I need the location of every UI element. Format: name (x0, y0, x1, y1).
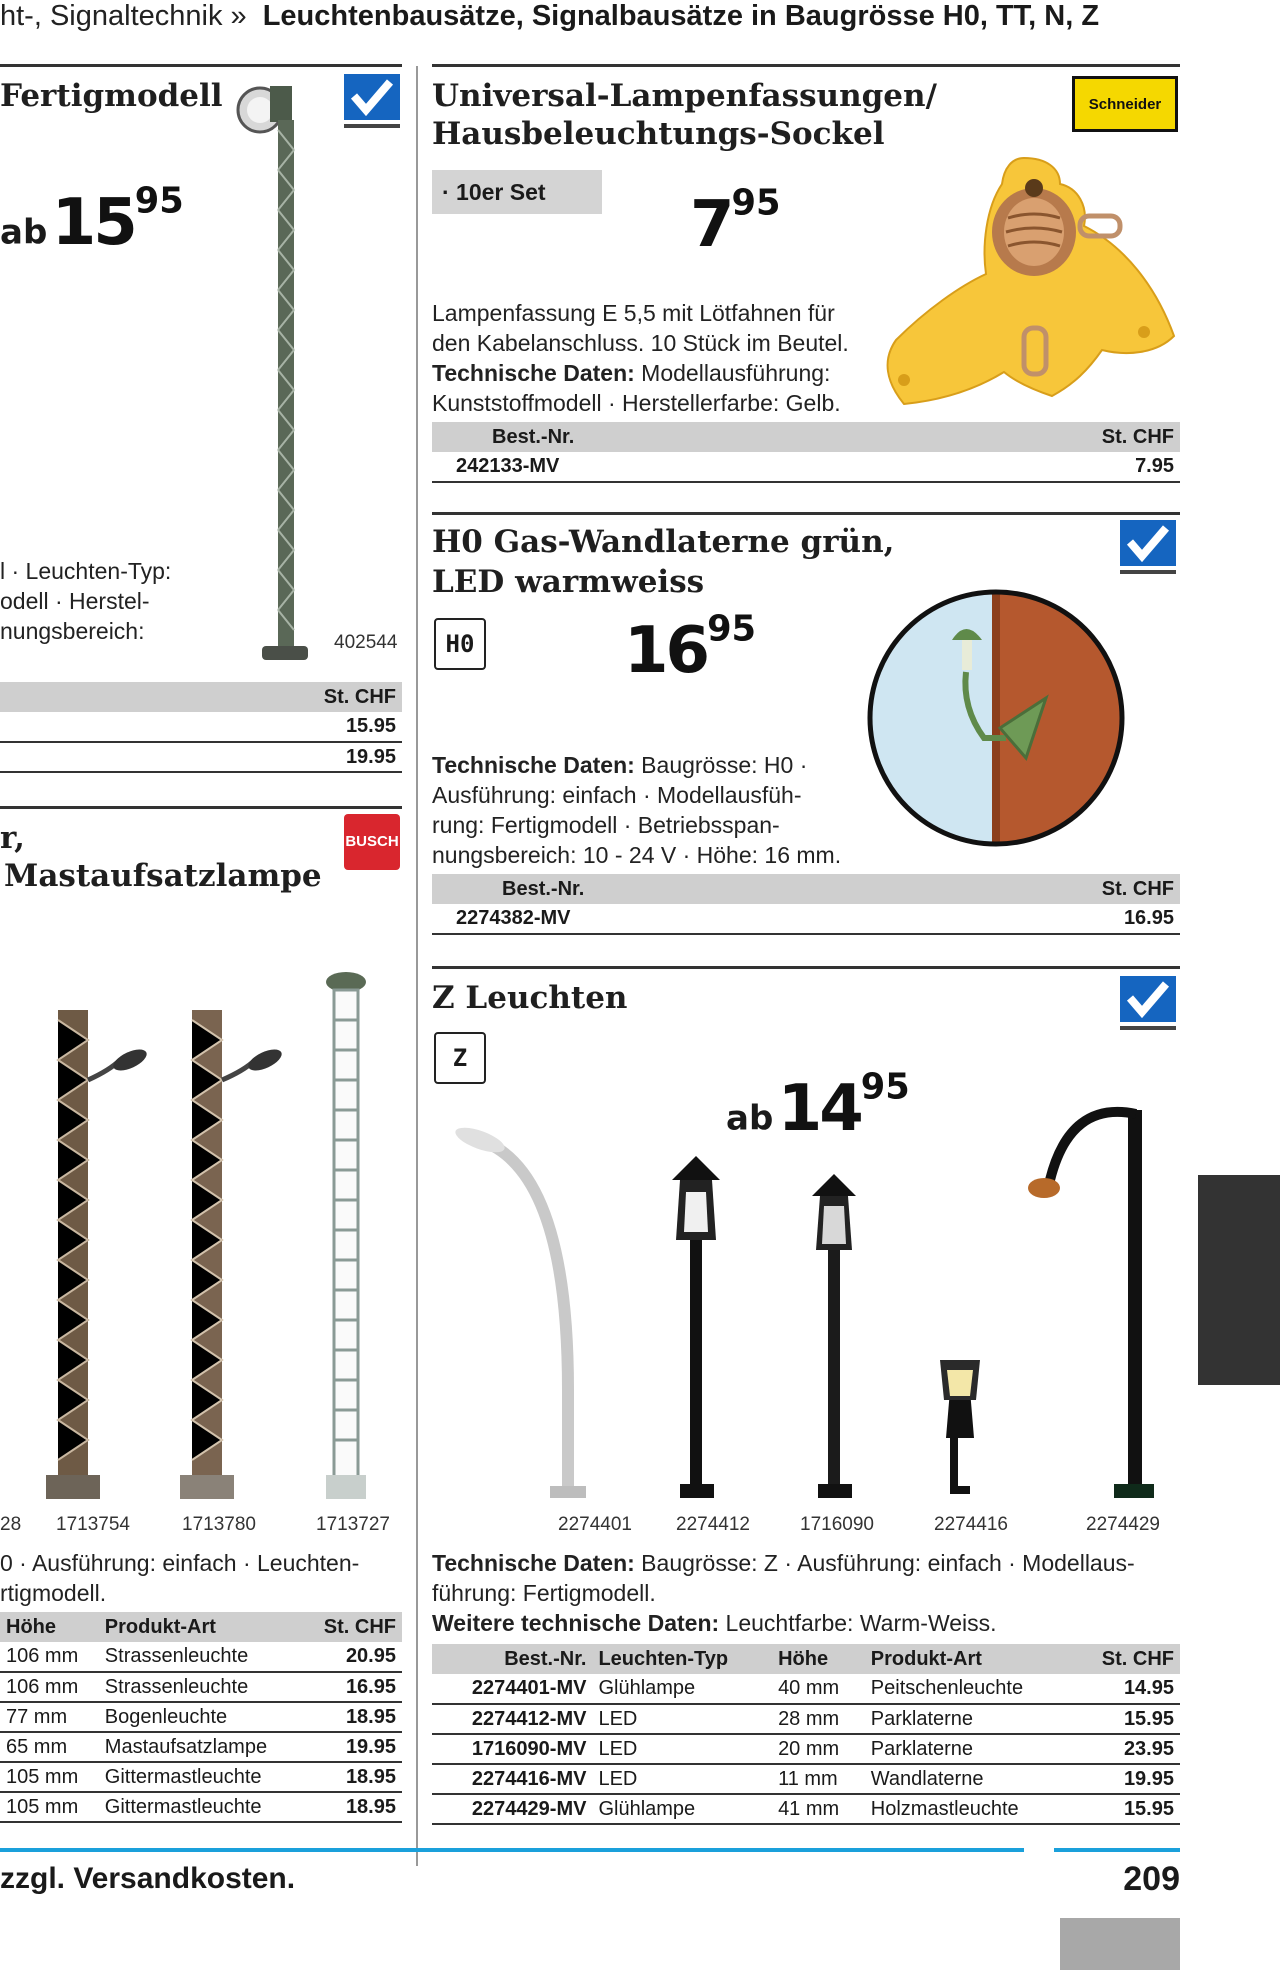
cell-height: 28 mm (772, 1704, 865, 1734)
cell-price: 14.95 (1073, 1674, 1180, 1704)
table-row[interactable] (0, 712, 402, 742)
page-header (0, 0, 1180, 36)
desc-text: Baugrösse: Z · Ausführung: einfach · Modellaus- (634, 1550, 1135, 1576)
desc-line: führung: Fertigmodell. (432, 1580, 656, 1606)
cell-price: 7.95 (909, 452, 1180, 482)
mast-lamps-image (40, 960, 380, 1505)
desc-text: Leuchtfarbe: Warm-Weiss. (719, 1610, 997, 1636)
table-row[interactable] (432, 1764, 1180, 1794)
cell-price: 15.95 (1073, 1794, 1180, 1824)
cell-type: Holzmastleuchte (865, 1794, 1073, 1824)
table-header-blank (0, 682, 50, 712)
page-title: Leuchtenbausätze, Signalbausätze in Baugrösse H0, TT, N, Z (262, 0, 1100, 32)
scale-badge: Z (434, 1032, 486, 1084)
table-header: Best.-Nr. (432, 874, 920, 904)
prod1-table (432, 422, 1180, 483)
cell-price: 18.95 (303, 1762, 402, 1792)
tag-label: · 10er Set (442, 179, 546, 205)
desc-line (432, 1608, 1192, 1638)
table-header: St. CHF (1073, 1644, 1180, 1674)
price-main: 14 (777, 1071, 861, 1146)
desc-line (432, 358, 892, 388)
table-row[interactable] (432, 452, 1180, 482)
prod3-table (432, 1644, 1180, 1825)
desc-text: Modellausführung: (634, 360, 831, 386)
desc-line: rung: Fertigmodell · Betriebsspan- (432, 812, 780, 838)
desc-label: Technische Daten: (432, 360, 635, 386)
table-row[interactable] (432, 1734, 1180, 1764)
cell-price: 16.95 (920, 904, 1180, 934)
desc-label: Weitere technische Daten: (432, 1610, 720, 1636)
wall-lantern-image (866, 588, 1126, 848)
cell-price: 19.95 (1073, 1764, 1180, 1794)
prod2-title-2: LED warmweiss (432, 564, 705, 600)
cell-height: 20 mm (772, 1734, 865, 1764)
prod2-price (624, 608, 756, 688)
cell-price: 16.95 (303, 1672, 402, 1702)
table-header: St. CHF (920, 874, 1180, 904)
sku-label: 1713754 (56, 1514, 130, 1535)
cell-type: Wandlaterne (865, 1764, 1073, 1794)
cell-light-type: Glühlampe (592, 1794, 772, 1824)
cell-type: Peitschenleuchte (865, 1674, 1073, 1704)
left-bottom-desc (0, 1548, 410, 1608)
price-cents: 95 (731, 182, 781, 223)
footer-accent-line (0, 1848, 1024, 1852)
prod3-title: Z Leuchten (432, 980, 628, 1016)
cell-type: Bogenleuchte (99, 1702, 303, 1732)
cell-order-number: 2274401-MV (432, 1674, 592, 1704)
prod2-title-1: H0 Gas-Wandlaterne grün, (432, 524, 895, 560)
table-header: Leuchten-Typ (592, 1644, 772, 1674)
cell-order-number: 2274429-MV (432, 1794, 592, 1824)
table-header-price: St. CHF (50, 682, 402, 712)
cell-order-number: 2274412-MV (432, 1704, 592, 1734)
desc-text: Baugrösse: H0 · (634, 752, 808, 778)
cell-order-number: 242133-MV (432, 452, 909, 482)
cell-type: Parklaterne (865, 1734, 1073, 1764)
sku-label: 1713780 (182, 1514, 256, 1535)
cell-type: Parklaterne (865, 1704, 1073, 1734)
left-top-price (0, 180, 184, 260)
sku-label: 2274401 (558, 1514, 632, 1535)
price-cell: 19.95 (50, 742, 402, 772)
cell-height: 11 mm (772, 1764, 865, 1794)
section-rule (0, 64, 402, 67)
desc-label: Technische Daten: (432, 1550, 635, 1576)
cell-price: 15.95 (1073, 1704, 1180, 1734)
section-rule (0, 806, 402, 809)
cell-type: Strassenleuchte (99, 1642, 303, 1672)
price-cents: 95 (707, 608, 757, 649)
cell-type: Strassenleuchte (99, 1672, 303, 1702)
cell-price: 19.95 (303, 1732, 402, 1762)
cell-height: 105 mm (0, 1792, 99, 1822)
cell-type: Gittermastleuchte (99, 1792, 303, 1822)
table-row[interactable] (0, 1792, 402, 1822)
table-header: St. CHF (303, 1612, 402, 1642)
footer-gray-tab (1060, 1918, 1180, 1970)
cell-order-number: 2274382-MV (432, 904, 920, 934)
sku-label: 402544 (334, 632, 398, 653)
section-rule (432, 64, 1180, 67)
prod1-title-2: Hausbeleuchtungs-Sockel (432, 116, 885, 152)
prod1-title-1: Universal-Lampenfassungen/ (432, 78, 937, 114)
desc-line: 0 · Ausführung: einfach · Leuchten- (0, 1550, 360, 1576)
breadcrumb[interactable]: ht-, Signaltechnik » (0, 0, 247, 32)
price-main: 15 (51, 185, 135, 260)
sku-label: 1713727 (316, 1514, 390, 1535)
desc-label: Technische Daten: (432, 752, 635, 778)
sku-label: 1716090 (800, 1514, 874, 1535)
desc-line: Kunststoffmodell · Herstellerfarbe: Gelb. (432, 390, 841, 416)
cell-light-type: LED (592, 1704, 772, 1734)
table-header: Produkt-Art (865, 1644, 1073, 1674)
left-top-price-table (0, 682, 402, 773)
scale-badge: H0 (434, 618, 486, 670)
sku-label: 2274429 (1086, 1514, 1160, 1535)
lamp-socket-image (874, 150, 1180, 420)
table-row[interactable] (432, 1704, 1180, 1734)
lattice-lamp-image (236, 80, 316, 664)
price-prefix: ab (0, 212, 48, 253)
price-cell: 15.95 (50, 712, 402, 742)
desc-line: nungsbereich: 10 - 24 V · Höhe: 16 mm. (432, 842, 842, 868)
prod3-desc (432, 1548, 1192, 1638)
table-row[interactable] (0, 742, 402, 772)
sku-label: 2274412 (676, 1514, 750, 1535)
table-row[interactable] (432, 1674, 1180, 1704)
cell-light-type: LED (592, 1734, 772, 1764)
cell-height: 77 mm (0, 1702, 99, 1732)
busch-logo-text: BUSCH (345, 833, 399, 850)
price-cents: 95 (134, 180, 184, 221)
cell-height: 105 mm (0, 1762, 99, 1792)
table-header: Best.-Nr. (432, 1644, 592, 1674)
table-row[interactable] (0, 1672, 402, 1702)
section-rule (432, 512, 1180, 515)
viessmann-logo (1118, 976, 1178, 1036)
price-cents: 95 (860, 1066, 910, 1107)
prod2-table (432, 874, 1180, 935)
cell-height: 106 mm (0, 1672, 99, 1702)
cell-price: 18.95 (303, 1792, 402, 1822)
desc-line: rtigmodell. (0, 1580, 107, 1606)
sku-label: 2274416 (934, 1514, 1008, 1535)
table-row[interactable] (0, 1762, 402, 1792)
cell-height: 65 mm (0, 1732, 99, 1762)
footer-shipping-note: zzgl. Versandkosten. (0, 1862, 296, 1895)
column-divider (416, 66, 418, 1866)
desc-line: den Kabelanschluss. 10 Stück im Beutel. (432, 330, 849, 356)
cell-price: 20.95 (303, 1642, 402, 1672)
schneider-logo-text: Schneider (1088, 95, 1162, 113)
viessmann-logo (342, 74, 402, 134)
cell-light-type: LED (592, 1764, 772, 1794)
left-bottom-table (0, 1612, 402, 1823)
schneider-logo (1072, 76, 1178, 132)
section-rule (432, 966, 1180, 969)
footer-accent-line-right (1054, 1848, 1180, 1852)
cell-price: 23.95 (1073, 1734, 1180, 1764)
table-header: Produkt-Art (99, 1612, 303, 1642)
table-header: Höhe (0, 1612, 99, 1642)
cell-type: Mastaufsatzlampe (99, 1732, 303, 1762)
price-main: 7 (690, 187, 732, 262)
table-header: Best.-Nr. (432, 422, 909, 452)
page-number: 209 (1123, 1860, 1180, 1898)
table-row[interactable] (432, 904, 1180, 934)
cell-height: 40 mm (772, 1674, 865, 1704)
desc-line: Lampenfassung E 5,5 mit Lötfahnen für (432, 300, 835, 326)
cell-light-type: Glühlampe (592, 1674, 772, 1704)
section-side-tab[interactable] (1198, 1175, 1280, 1385)
prod1-desc (432, 298, 892, 418)
left-top-title: Fertigmodell (0, 78, 223, 114)
cell-height: 41 mm (772, 1794, 865, 1824)
left-bottom-title-1: r, (0, 820, 25, 856)
desc-line (432, 1548, 1192, 1578)
prod1-tag (432, 170, 602, 214)
cell-price: 18.95 (303, 1702, 402, 1732)
price-prefix: ab (726, 1098, 774, 1139)
desc-line: odell · Herstel- (0, 588, 150, 614)
table-header: St. CHF (909, 422, 1180, 452)
viessmann-logo (1118, 520, 1178, 580)
table-row[interactable] (432, 1794, 1180, 1824)
left-bottom-title-2: Mastaufsatzlampe (4, 858, 322, 894)
table-header: Höhe (772, 1644, 865, 1674)
prod1-price (690, 182, 781, 262)
table-row[interactable] (0, 1732, 402, 1762)
z-lamps-image (450, 1100, 1170, 1510)
table-row[interactable] (0, 1642, 402, 1672)
cell-order-number: 1716090-MV (432, 1734, 592, 1764)
left-top-desc (0, 556, 230, 646)
sku-label: 28 (0, 1514, 22, 1535)
desc-line: l · Leuchten-Typ: (0, 558, 172, 584)
price-main: 16 (624, 613, 708, 688)
desc-line (432, 750, 862, 780)
cell-order-number: 2274416-MV (432, 1764, 592, 1794)
desc-line: nungsbereich: (0, 618, 145, 644)
prod2-desc (432, 750, 862, 870)
busch-logo (344, 814, 400, 870)
cell-height: 106 mm (0, 1642, 99, 1672)
table-row[interactable] (0, 1702, 402, 1732)
desc-line: Ausführung: einfach · Modellausfüh- (432, 782, 802, 808)
cell-type: Gittermastleuchte (99, 1762, 303, 1792)
